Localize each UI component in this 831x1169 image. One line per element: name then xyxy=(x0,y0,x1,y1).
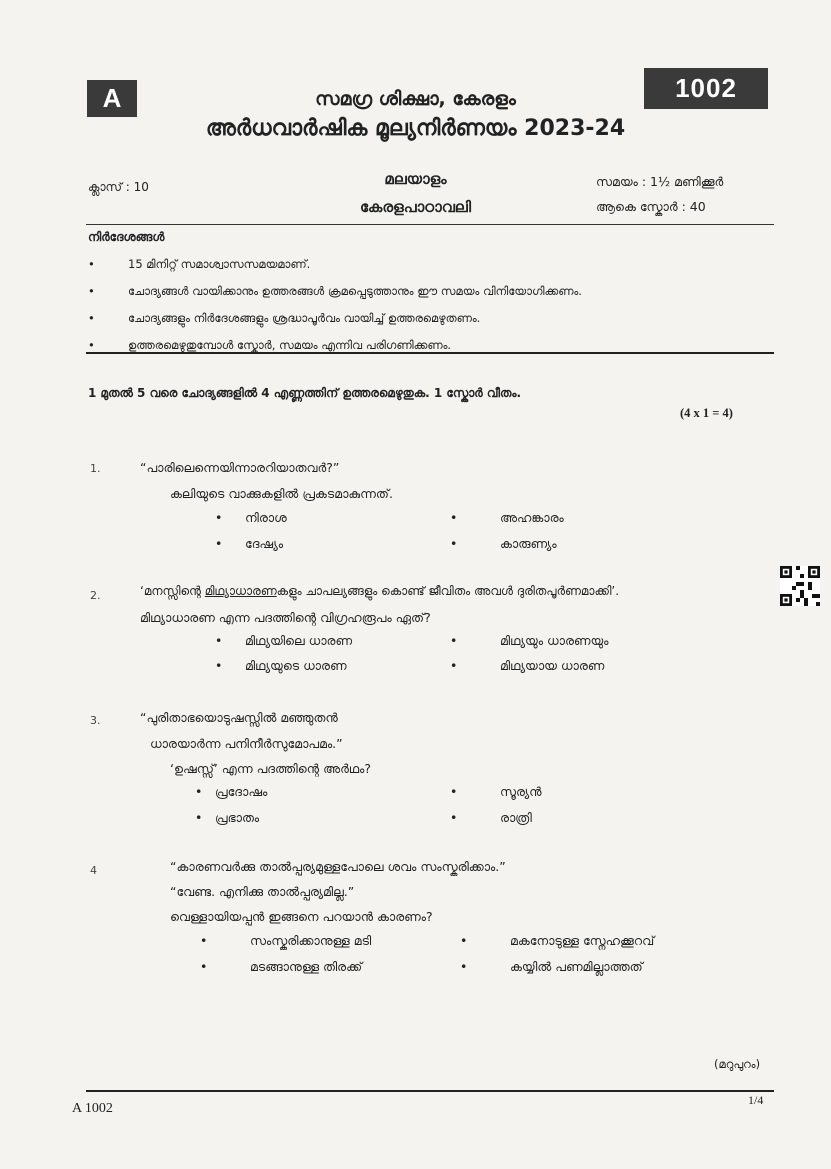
question-number-1: 1. xyxy=(90,462,101,475)
question-4-quote-line1: “കാരണവർക്കു താൽപ്പര്യമുള്ളപോലെ ശവം സംസ്കരിക്കാം.” xyxy=(170,859,506,874)
question-number-4: 4 xyxy=(90,864,97,877)
option: • നിരാശ xyxy=(215,510,287,525)
question-2-quote: ‘മനസ്സിന്റെ മിഥ്യാധാരണകളും ചാപല്യങ്ങളും കൊണ്ട് ജീവിതം അവൾ ദുരിതപൂർണമാക്കി’. xyxy=(140,584,620,598)
class-label: ക്ലാസ് : 10 xyxy=(88,180,149,194)
instruction-item xyxy=(88,338,451,353)
series-badge: A xyxy=(87,80,137,117)
total-score: ആകെ സ്കോർ : 40 xyxy=(596,199,706,214)
subject-subtitle: കേരളപാഠാവലി xyxy=(359,198,472,216)
page-number: 1/4 xyxy=(748,1093,764,1107)
footer-code: A 1002 xyxy=(72,1101,113,1116)
instructions-heading: നിർദേശങ്ങൾ xyxy=(88,230,165,244)
instruction-text: ചോദ്യങ്ങൾ വായിക്കാനും ഉത്തരങ്ങൾ ക്രമപ്പെടുത്താനും ഈ സമയം വിനിയോഗിക്കണം. xyxy=(128,284,582,298)
instruction-item xyxy=(88,257,310,272)
bullet: • xyxy=(88,284,95,298)
option: • പ്രഭാതം xyxy=(195,810,260,825)
instruction-text: ചോദ്യങ്ങളും നിർദേശങ്ങളും ശ്രദ്ധാപൂർവം വായിച്ച് ഉത്തരമെഴുതണം. xyxy=(128,311,481,325)
time-allowed: സമയം : 1½ മണിക്കൂർ xyxy=(596,174,724,189)
question-4-prompt: വെള്ളായിയപ്പൻ ഇങ്ങനെ പറയാൻ കാരണം? xyxy=(170,909,433,924)
divider-top xyxy=(86,224,774,225)
section-instruction: 1 മുതൽ 5 വരെ ചോദ്യങ്ങളിൽ 4 എണ്ണത്തിന് ഉത്തരമെഴുതുക. 1 സ്കോർ വീതം. xyxy=(88,386,522,400)
organization-title: സമഗ്ര ശിക്ഷാ, കേരളം xyxy=(315,88,516,110)
instruction-item xyxy=(88,311,480,326)
option: • മിഥ്യയുടെ ധാരണ xyxy=(215,658,347,673)
section-marks: (4 x 1 = 4) xyxy=(680,406,733,420)
bullet: • xyxy=(88,257,95,271)
continued-note: (മറുപുറം) xyxy=(714,1057,761,1071)
bullet: • xyxy=(88,311,95,325)
option: • സംസ്കരിക്കാനുള്ള മടി xyxy=(200,933,372,948)
option: • കാരുണ്യം xyxy=(450,536,557,551)
question-2-prompt: മിഥ്യാധാരണ എന്ന പദത്തിന്റെ വിഗ്രഹരൂപം ഏത്? xyxy=(140,610,431,625)
question-number-3: 3. xyxy=(90,714,101,727)
question-3-quote-line1: “പുരിതാഭയൊടുഷസ്സിൽ മഞ്ഞുതൻ xyxy=(140,710,338,725)
underlined-word: മിഥ്യാധാരണ xyxy=(204,584,277,598)
divider-instructions xyxy=(86,352,774,354)
option: • മിഥ്യയായ ധാരണ xyxy=(450,658,605,673)
instruction-text: 15 മിനിറ്റ് സമാശ്വാസസമയമാണ്. xyxy=(128,257,311,271)
option: • ദേഷ്യം xyxy=(215,536,284,551)
question-3-quote-line2: ധാരയാർന്ന പനിനീർസുമോപമം.” xyxy=(150,736,343,751)
question-1-prompt: കലിയുടെ വാക്കുകളിൽ പ്രകടമാകുന്നത്. xyxy=(170,486,393,501)
option: • മകനോടുള്ള സ്നേഹക്കൂറവ് xyxy=(460,933,655,948)
option: • അഹങ്കാരം xyxy=(450,510,564,525)
divider-footer xyxy=(86,1090,774,1092)
question-4-quote-line2: “വേണ്ട. എനിക്കു താൽപ്പര്യമില്ല.” xyxy=(170,884,355,899)
option: • കയ്യിൽ പണമില്ലാത്തത് xyxy=(460,959,643,974)
option: • മടങ്ങാനുള്ള തിരക്ക് xyxy=(200,959,363,974)
option: • പ്രദോഷം xyxy=(195,784,268,799)
option: • മിഥ്യയും ധാരണയും xyxy=(450,633,609,648)
instruction-item xyxy=(88,284,582,299)
bullet: • xyxy=(88,338,95,352)
option: • രാത്രി xyxy=(450,810,532,825)
question-number-2: 2. xyxy=(90,589,101,602)
question-code-badge: 1002 xyxy=(644,68,768,109)
option: • സൂര്യൻ xyxy=(450,784,542,799)
question-1-quote: “പാരിലെന്നെയിന്നാരറിയാതവർ?” xyxy=(140,460,340,475)
option: • മിഥ്യയിലെ ധാരണ xyxy=(215,633,353,648)
question-3-prompt: ‘ഉഷസ്സ്’ എന്ന പദത്തിന്റെ അർഥം? xyxy=(170,761,371,776)
exam-title: അർധവാർഷിക മൂല്യനിർണയം 2023-24 xyxy=(205,116,626,141)
instruction-text: ഉത്തരമെഴുതുമ്പോൾ സ്കോർ, സമയം എന്നിവ പരിഗണിക്കണം. xyxy=(128,338,452,352)
subject-title: മലയാളം xyxy=(384,170,447,188)
qr-code-icon xyxy=(780,566,820,606)
